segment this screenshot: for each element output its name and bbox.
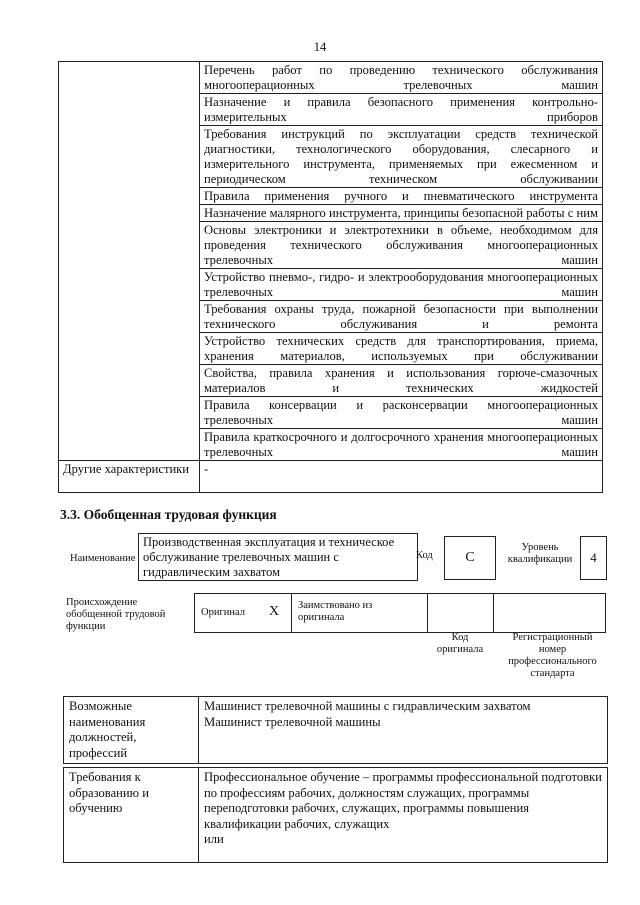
- education-value: Профессиональное обучение – программы профессиональной подготовки по профессиям рабочих, должностям служащих, программы переподготовки рабочих, служащих, программы повышения квалификации рабочих, служащих: [204, 770, 602, 831]
- knowledge-row: Требования охраны труда, пожарной безопасности при выполнении технического обслуживания и ремонта: [200, 301, 603, 333]
- knowledge-row: Свойства, правила хранения и использования горюче-смазочных материалов и технических жидкостей: [200, 365, 603, 397]
- origin-table: [194, 593, 606, 633]
- education-tail: или: [204, 832, 224, 846]
- code-box: [444, 536, 496, 580]
- knowledge-row: Правила консервации и расконсервации многооперационных трелевочных машин: [200, 397, 603, 429]
- reg-number-caption: Регистрационный номер профессионального стандарта: [508, 632, 597, 679]
- knowledge-row: Устройство технических средств для транспортирования, приема, хранения материалов, используемых при обслуживании: [200, 333, 603, 365]
- positions-table: [63, 696, 608, 764]
- education-label: Требования к образованию и обучению: [64, 768, 199, 863]
- positions-label: Возможные наименования должностей, профессий: [64, 697, 199, 764]
- level-box: [580, 536, 607, 580]
- level-value: 4: [590, 550, 597, 565]
- knowledge-row: Правила применения ручного и пневматического инструмента: [200, 188, 603, 205]
- knowledge-row: Основы электроники и электротехники в объеме, необходимом для проведения технического обслуживания многооперационных трелевочных машин: [200, 222, 603, 269]
- borrowed-label: Заимствовано из оригинала: [298, 600, 373, 623]
- code-label: Код: [416, 550, 433, 561]
- page-number: 14: [313, 40, 327, 54]
- function-name: Производственная эксплуатация и техническое обслуживание трелевочных машин с гидравлическим захватом: [143, 535, 395, 579]
- knowledge-row: Требования инструкций по эксплуатации средств технической диагностики, технологического оборудования, слесарного и измерительного инструмента, применяемых при ежесменном и периодическом техническом обслуживании: [200, 126, 603, 188]
- code-value: C: [465, 550, 475, 565]
- origin-label: Происхождение обобщенной трудовой функции: [66, 597, 166, 632]
- knowledge-row: Перечень работ по проведению технического обслуживания многооперационных трелевочных машин: [200, 62, 603, 94]
- knowledge-table: [58, 61, 603, 493]
- education-table: [63, 767, 608, 863]
- knowledge-row: Правила краткосрочного и долгосрочного хранения многооперационных трелевочных машин: [200, 429, 603, 461]
- knowledge-row: Назначение малярного инструмента, принципы безопасной работы с ним: [200, 205, 603, 222]
- other-value: -: [200, 461, 603, 493]
- function-name-box: [138, 533, 418, 581]
- knowledge-label-cell: [59, 62, 200, 461]
- section-heading: 3.3. Обобщенная трудовая функция: [60, 507, 277, 522]
- original-label: Оригинал: [201, 607, 245, 618]
- code-original-caption: Код оригинала: [436, 632, 484, 655]
- level-label: Уровень квалификации: [507, 542, 573, 565]
- knowledge-row: Устройство пневмо-, гидро- и электрооборудования многооперационных трелевочных машин: [200, 269, 603, 301]
- original-mark: X: [269, 604, 280, 619]
- name-label: Наименование: [70, 553, 136, 564]
- position-1: Машинист трелевочной машины с гидравлическим захватом: [204, 699, 531, 713]
- knowledge-row: Назначение и правила безопасного применения контрольно-измерительных приборов: [200, 94, 603, 126]
- position-2: Машинист трелевочной машины: [204, 714, 381, 729]
- other-label: Другие характеристики: [59, 461, 200, 493]
